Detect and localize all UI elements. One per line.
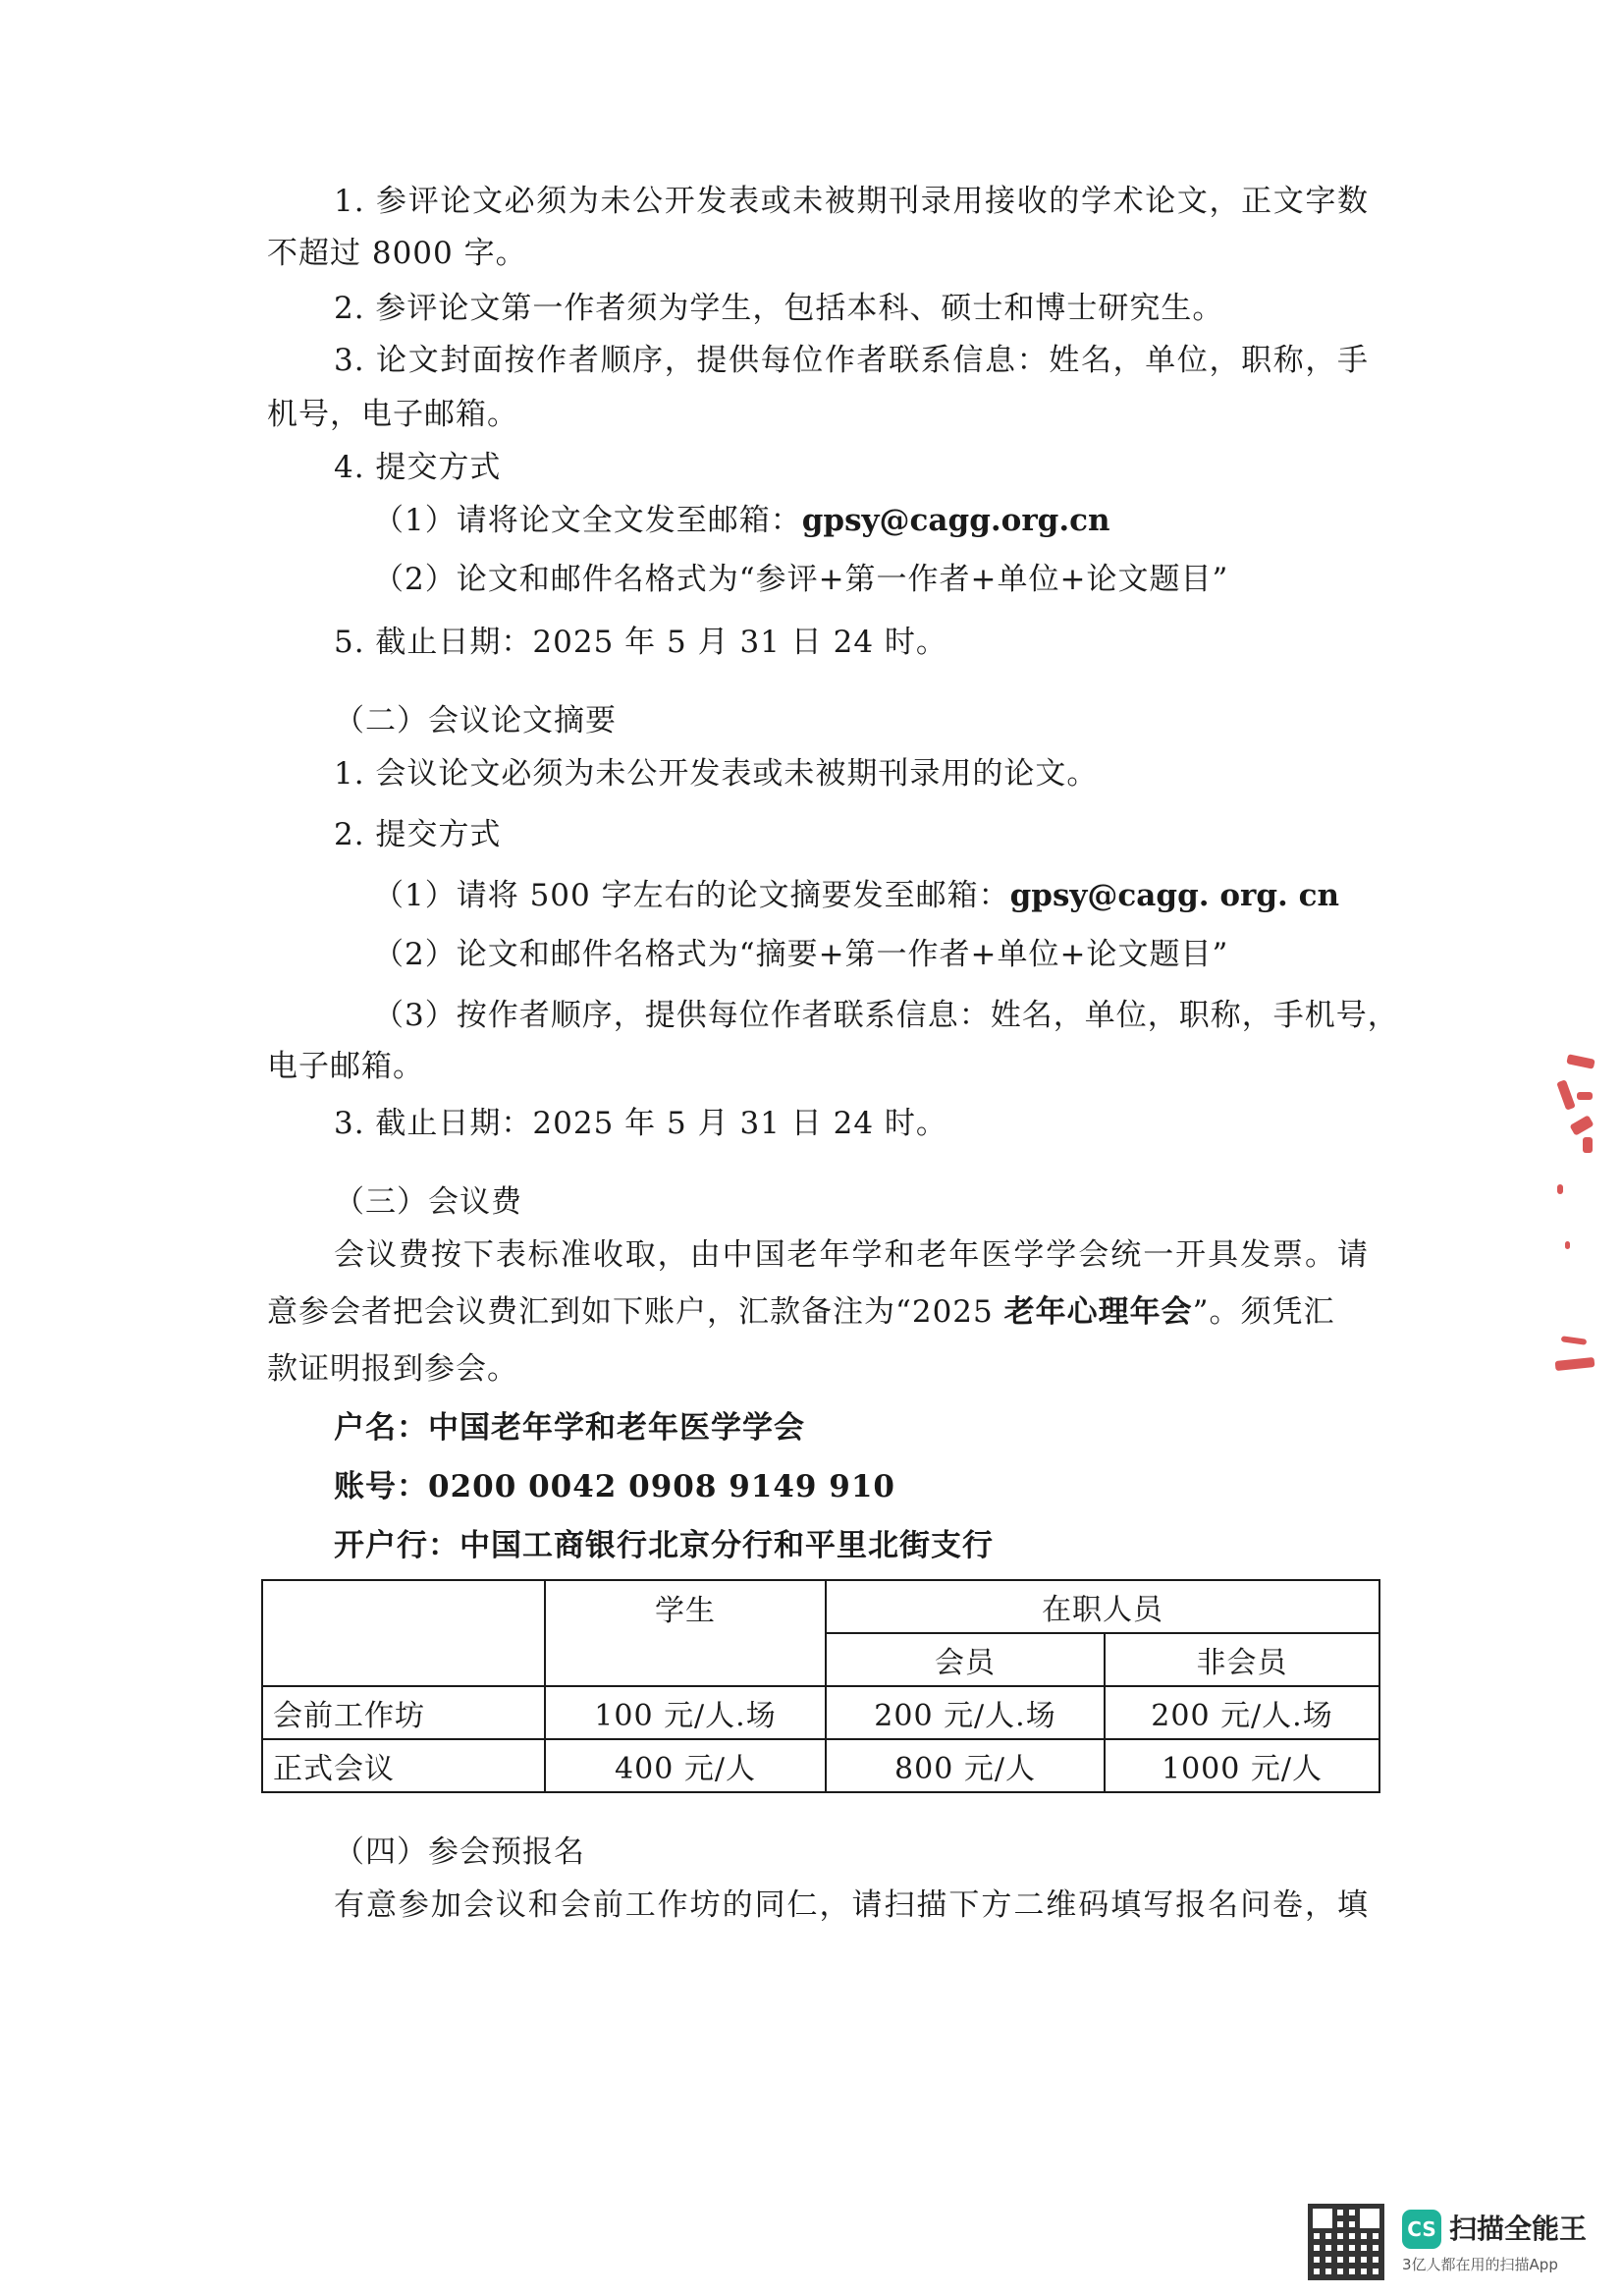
registration-section-heading: （四）参会预报名 <box>334 1834 585 1870</box>
paper-item-4-sub-1-prefix: （1）请将论文全文发至邮箱： <box>373 503 802 538</box>
abstract-item-2-sub-2: （2）论文和邮件名格式为“摘要+第一作者+单位+论文题目” <box>373 937 1229 972</box>
scanner-watermark <box>1308 2204 1602 2282</box>
registration-paragraph-line-1: 有意参加会议和会前工作坊的同仁，请扫描下方二维码填写报名问卷，填 <box>334 1887 1369 1923</box>
account-number: 账号：0200 0042 0908 9149 910 <box>334 1469 895 1504</box>
fee-table-row-label: 正式会议 <box>262 1739 545 1792</box>
paper-item-5-deadline: 5. 截止日期：2025 年 5 月 31 日 24 时。 <box>334 625 947 660</box>
paper-item-4-title: 4. 提交方式 <box>334 450 502 485</box>
fee-table-row <box>262 1686 1379 1739</box>
qr-code-icon <box>1308 2204 1384 2280</box>
abstract-item-2-sub-1-prefix: （1）请将 500 字左右的论文摘要发至邮箱： <box>373 878 1010 913</box>
fee-table-row <box>262 1739 1379 1792</box>
abstract-item-2-sub-3-line-2: 电子邮箱。 <box>267 1049 424 1084</box>
fee-table-header-staff: 在职人员 <box>826 1580 1379 1633</box>
fee-remark-prefix: 意参会者把会议费汇到如下账户，汇款备注为“2025 <box>267 1294 1004 1330</box>
fee-table-row-label: 会前工作坊 <box>262 1686 545 1739</box>
account-name: 户名：中国老年学和老年医学学会 <box>334 1410 805 1446</box>
abstract-item-2-title: 2. 提交方式 <box>334 817 502 852</box>
fee-table-corner-cell-lower <box>262 1633 545 1686</box>
fee-table-header-row-2 <box>262 1633 1379 1686</box>
fee-table-cell-nonmember: 200 元/人.场 <box>1105 1686 1379 1739</box>
fee-paragraph-line-1: 会议费按下表标准收取，由中国老年学和老年医学学会统一开具发票。请 <box>334 1237 1369 1273</box>
paper-item-3-line-1: 3. 论文封面按作者顺序，提供每位作者联系信息：姓名，单位，职称，手 <box>334 343 1369 378</box>
watermark-subtitle: 3亿人都在用的扫描App <box>1402 2256 1558 2273</box>
fee-table-student-blank <box>545 1633 826 1686</box>
abstract-section-heading: （二）会议论文摘要 <box>334 703 617 738</box>
abstract-item-1: 1. 会议论文必须为未公开发表或未被期刊录用的论文。 <box>334 756 1099 792</box>
paper-item-2: 2. 参评论文第一作者须为学生，包括本科、硕士和博士研究生。 <box>334 291 1224 326</box>
camscanner-logo-icon: CS <box>1402 2210 1441 2249</box>
fee-table <box>261 1579 1380 1793</box>
paper-item-3-line-2: 机号，电子邮箱。 <box>267 397 518 432</box>
fee-table-corner-cell <box>262 1580 545 1633</box>
fee-table-cell-student: 400 元/人 <box>545 1739 826 1792</box>
abstract-item-2-sub-1 <box>373 876 1339 915</box>
fee-table-header-row-1 <box>262 1580 1379 1633</box>
fee-table-header-nonmember: 非会员 <box>1105 1633 1379 1686</box>
paper-submission-email: gpsy@cagg.org.cn <box>801 503 1110 538</box>
fee-remark-suffix: ”。须凭汇 <box>1192 1294 1335 1330</box>
paper-item-1-line-2: 不超过 8000 字。 <box>267 236 527 271</box>
fee-table-header-member: 会员 <box>826 1633 1105 1686</box>
abstract-item-2-sub-3-line-1: （3）按作者顺序，提供每位作者联系信息：姓名，单位，职称，手机号， <box>373 998 1399 1033</box>
watermark-title: 扫描全能王 <box>1449 2213 1588 2245</box>
fee-paragraph-line-3: 款证明报到参会。 <box>267 1351 518 1387</box>
fee-table-cell-member: 200 元/人.场 <box>826 1686 1105 1739</box>
paper-item-1-line-1: 1. 参评论文必须为未公开发表或未被期刊录用接收的学术论文，正文字数 <box>334 184 1369 219</box>
abstract-submission-email: gpsy@cagg. org. cn <box>1009 878 1340 913</box>
fee-table-cell-student: 100 元/人.场 <box>545 1686 826 1739</box>
fee-paragraph-line-2-start <box>267 1292 1334 1332</box>
fee-paragraph-line-2 <box>267 1292 1369 1332</box>
paper-item-4-sub-1 <box>373 501 1110 540</box>
fee-section-heading: （三）会议费 <box>334 1184 522 1220</box>
fee-table-cell-member: 800 元/人 <box>826 1739 1105 1792</box>
fee-remark-keyword: 老年心理年会 <box>1003 1294 1193 1330</box>
fee-table-cell-nonmember: 1000 元/人 <box>1105 1739 1379 1792</box>
abstract-item-3-deadline: 3. 截止日期：2025 年 5 月 31 日 24 时。 <box>334 1106 947 1141</box>
paper-item-4-sub-2: （2）论文和邮件名格式为“参评+第一作者+单位+论文题目” <box>373 562 1229 597</box>
account-bank: 开户行：中国工商银行北京分行和平里北街支行 <box>334 1528 994 1563</box>
fee-table-header-student: 学生 <box>545 1580 826 1633</box>
